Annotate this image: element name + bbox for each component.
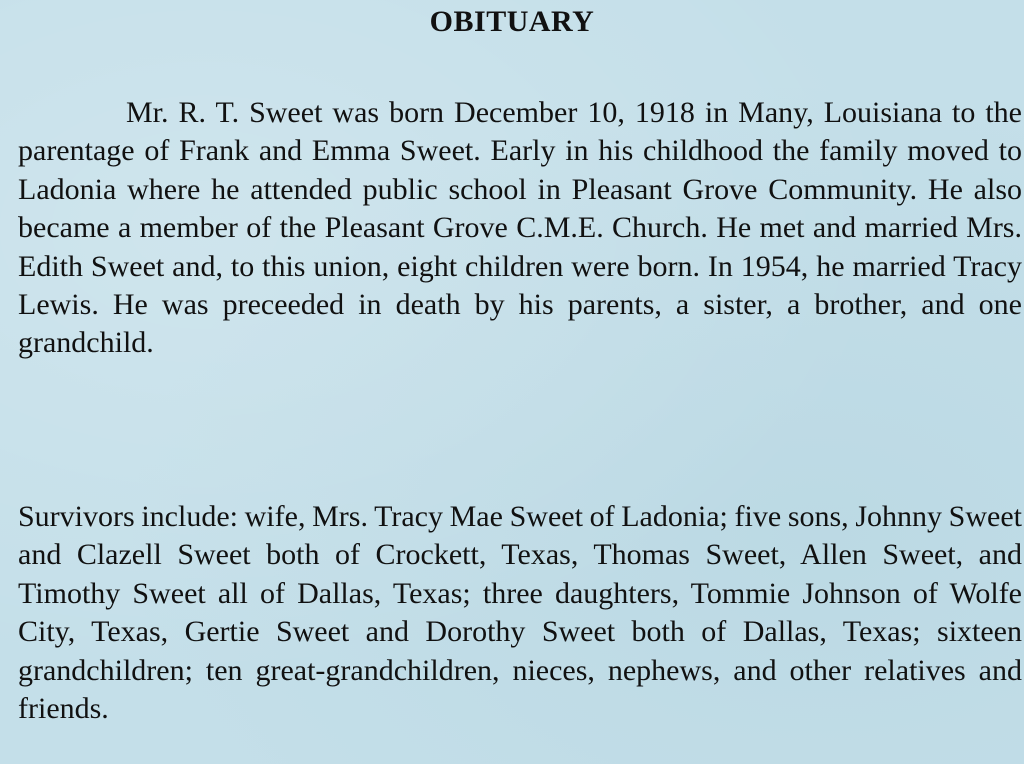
survivors-paragraph: Survivors include: wife, Mrs. Tracy Mae Sweet of Ladonia; five sons, Johnny Sweet and Clazell Sweet both of Crockett, Texas, Thomas Sweet, Allen Sweet, and Timothy Sweet all of Dallas, Texas; three daughters, Tommie Johnson of Wolfe City, Texas, Gertie Sweet and Dorothy Sweet both of Dallas, Texas; sixteen grandchildren; ten great-grandchildren, nieces, nephews, and other relatives and friends.: [18, 500, 1022, 726]
biography-paragraph: Mr. R. T. Sweet was born December 10, 1918 in Many, Louisiana to the parentage of Frank and Emma Sweet. Early in his childhood the family moved to Ladonia where he attended public school in Pleasant Grove Community. He also became a member of the Pleasant Grove C.M.E. Church. He met and married Mrs. Edith Sweet and, to this union, eight children were born. In 1954, he married Tracy Lewis. He was preceeded in death by his parents, a sister, a brother, and one grandchild.: [18, 96, 1022, 360]
document-title: OBITUARY: [429, 5, 595, 38]
